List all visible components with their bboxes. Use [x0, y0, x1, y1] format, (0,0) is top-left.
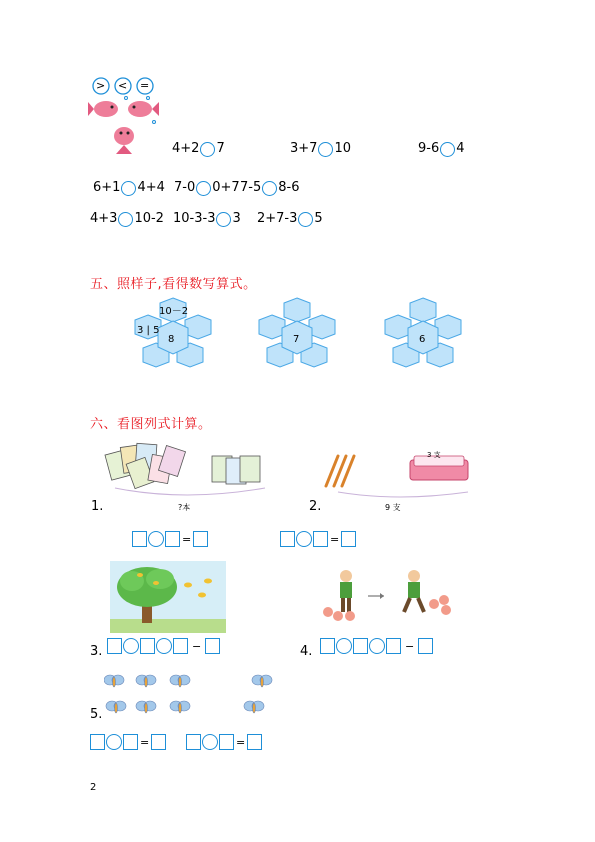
flower-center-number: 7 — [293, 334, 300, 345]
equal-sign: = — [140, 735, 150, 749]
answer-circle[interactable] — [118, 212, 133, 227]
problem-number: 2. — [309, 499, 322, 514]
answer-box[interactable] — [140, 638, 155, 654]
symbol-equal: = — [140, 79, 150, 92]
answer-box[interactable] — [173, 638, 188, 654]
answer-circle[interactable] — [196, 181, 211, 196]
operator-circle[interactable] — [106, 734, 122, 750]
symbol-less: < — [118, 79, 128, 92]
section6-heading: 六、看图列式计算。 — [90, 417, 212, 432]
flower-left-label: 3 | 5 — [137, 325, 160, 336]
flower-center-number: 6 — [419, 334, 426, 345]
compare-item: 10-3-3 3 — [173, 211, 241, 226]
answer-row — [320, 638, 433, 654]
problem-number: 5. — [90, 707, 103, 722]
compare-item: 4+2 7 — [172, 141, 225, 156]
fish-illustration — [88, 94, 160, 156]
butterflies-illustration — [104, 668, 276, 722]
answer-box[interactable] — [353, 638, 368, 654]
boy-balls-illustration — [314, 564, 464, 624]
equal-sign: = — [236, 735, 246, 749]
answer-box[interactable] — [313, 531, 328, 547]
pencils-illustration — [318, 444, 478, 504]
answer-circle[interactable] — [121, 181, 136, 196]
operator-circle[interactable] — [148, 531, 164, 547]
fish-icon — [88, 94, 160, 156]
minus-sign: − — [192, 639, 202, 653]
page-number: 2 — [90, 782, 97, 793]
equal-sign: = — [330, 532, 340, 546]
problem-total-label: ?本 — [178, 503, 191, 512]
answer-box[interactable] — [320, 638, 335, 654]
answer-row — [132, 531, 208, 547]
flower-center-number: 8 — [168, 334, 175, 345]
answer-circle[interactable] — [440, 142, 455, 157]
tree-illustration — [110, 561, 226, 633]
answer-box[interactable] — [151, 734, 166, 750]
compare-item: 7-0 0+7 — [174, 180, 240, 195]
problem-number: 4. — [300, 644, 313, 659]
answer-box[interactable] — [247, 734, 262, 750]
answer-box[interactable] — [107, 638, 122, 654]
answer-box[interactable] — [165, 531, 180, 547]
operator-circle[interactable] — [369, 638, 385, 654]
answer-row — [280, 531, 356, 547]
answer-box[interactable] — [341, 531, 356, 547]
operator-circle[interactable] — [296, 531, 312, 547]
operator-circle[interactable] — [336, 638, 352, 654]
equal-sign: = — [182, 532, 192, 546]
butterfly-icon — [104, 668, 276, 722]
answer-row — [90, 734, 166, 750]
operator-circle[interactable] — [202, 734, 218, 750]
answer-box[interactable] — [205, 638, 220, 654]
answer-circle[interactable] — [216, 212, 231, 227]
compare-item: 9-6 4 — [418, 141, 465, 156]
answer-circle[interactable] — [318, 142, 333, 157]
answer-box[interactable] — [193, 531, 208, 547]
problem-total-label: 9 支 — [385, 503, 401, 512]
operator-circle[interactable] — [123, 638, 139, 654]
answer-circle[interactable] — [200, 142, 215, 157]
problem-number: 3. — [90, 644, 103, 659]
answer-box[interactable] — [123, 734, 138, 750]
compare-item: 4+3 10-2 — [90, 211, 164, 226]
answer-box[interactable] — [90, 734, 105, 750]
minus-sign: − — [405, 639, 415, 653]
operator-circle[interactable] — [156, 638, 172, 654]
symbol-greater: > — [96, 79, 106, 92]
answer-box[interactable] — [219, 734, 234, 750]
flower-top-label: 10－2 — [159, 306, 189, 317]
section5-heading: 五、照样子,看得数写算式。 — [90, 277, 257, 292]
answer-box[interactable] — [132, 531, 147, 547]
boy-balls-icon — [314, 564, 464, 624]
tree-icon — [110, 561, 226, 633]
problem-number: 1. — [91, 499, 104, 514]
answer-row — [186, 734, 262, 750]
compare-item: 7-5 8-6 — [240, 180, 300, 195]
compare-item: 6+1 4+4 — [93, 180, 165, 195]
box-label: 3 支 — [427, 451, 441, 459]
answer-box[interactable] — [386, 638, 401, 654]
answer-box[interactable] — [418, 638, 433, 654]
compare-item: 3+7 10 — [290, 141, 351, 156]
pencils-icon — [318, 444, 478, 504]
answer-box[interactable] — [186, 734, 201, 750]
answer-box[interactable] — [280, 531, 295, 547]
compare-item: 2+7-3 5 — [257, 211, 323, 226]
answer-circle[interactable] — [262, 181, 277, 196]
answer-circle[interactable] — [298, 212, 313, 227]
answer-row — [107, 638, 220, 654]
